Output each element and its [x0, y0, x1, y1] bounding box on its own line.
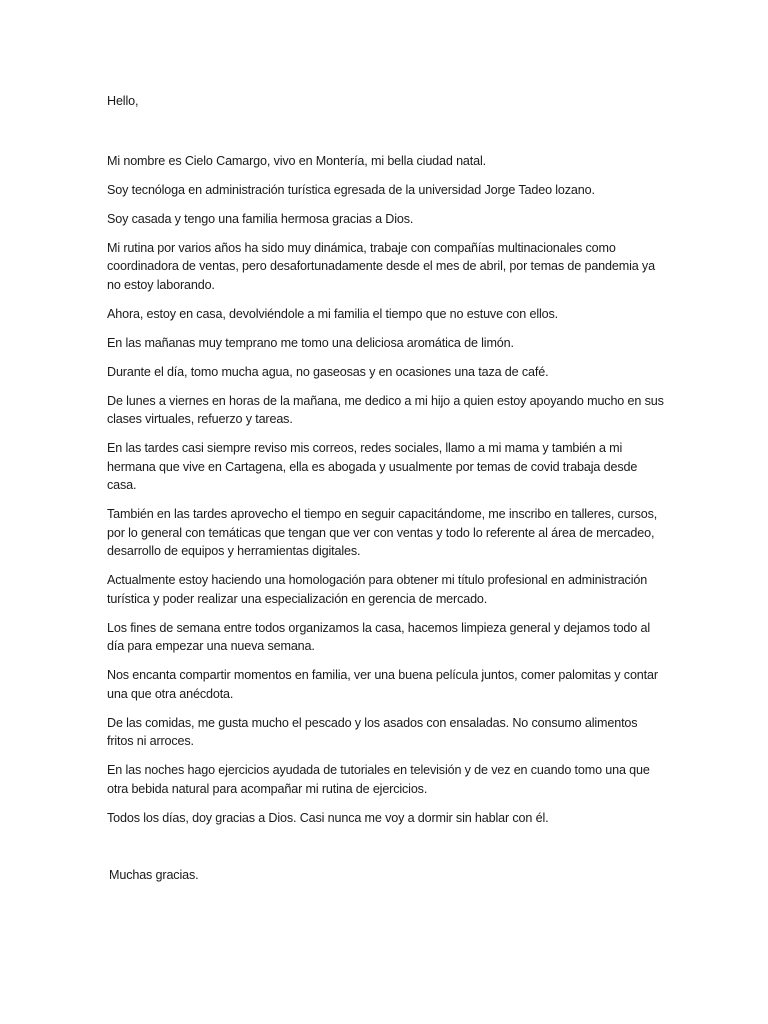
paragraph-daytime: Durante el día, tomo mucha agua, no gaseosas y en ocasiones una taza de café.: [107, 364, 549, 379]
paragraph-studies: Actualmente estoy haciendo una homologación para obtener mi título profesional en administración turística y poder realizar una especialización en gerencia de mercado.: [107, 573, 648, 606]
paragraph-food: De las comidas, me gusta mucho el pescado y los asados con ensaladas. No consumo alimentos fritos ni arroces.: [107, 715, 638, 748]
paragraph-work-history: Mi rutina por varios años ha sido muy dinámica, trabaje con compañías multinacionales como coordinadora de ventas, pero desafortunadamente desde el mes de abril, por temas de pandemia ya no estoy laborando.: [107, 240, 655, 292]
paragraph-at-home: Ahora, estoy en casa, devolviéndole a mi familia el tiempo que no estuve con ellos.: [107, 306, 558, 321]
paragraph-gratitude: Todos los días, doy gracias a Dios. Casi nunca me voy a dormir sin hablar con él.: [107, 810, 549, 825]
paragraph-weekdays: De lunes a viernes en horas de la mañana, me dedico a mi hijo a quien estoy apoyando mucho en sus clases virtuales, refuerzo y tareas.: [107, 393, 664, 426]
letter-closing: Muchas gracias.: [109, 868, 199, 882]
paragraph-mornings: En las mañanas muy temprano me tomo una deliciosa aromática de limón.: [107, 335, 514, 350]
paragraph-education: Soy tecnóloga en administración turística egresada de la universidad Jorge Tadeo lozano.: [107, 182, 595, 197]
paragraph-family: Soy casada y tengo una familia hermosa gracias a Dios.: [107, 211, 414, 226]
paragraph-weekends: Los fines de semana entre todos organizamos la casa, hacemos limpieza general y dejamos todo al día para empezar una nueva semana.: [107, 620, 650, 653]
paragraph-afternoons: En las tardes casi siempre reviso mis correos, redes sociales, llamo a mi mama y también a mi hermana que vive en Cartagena, ella es abogada y usualmente por temas de covid trabaja desde casa.: [107, 441, 638, 492]
letter-greeting: Hello,: [107, 94, 139, 108]
letter-body: [107, 92, 667, 885]
paragraph-evenings: En las noches hago ejercicios ayudada de tutoriales en televisión y de vez en cuando tomo una que otra bebida natural para acompañar mi rutina de ejercicios.: [107, 763, 650, 796]
paragraph-introduction: Mi nombre es Cielo Camargo, vivo en Montería, mi bella ciudad natal.: [107, 153, 486, 168]
paragraph-training: También en las tardes aprovecho el tiempo en seguir capacitándome, me inscribo en talleres, cursos, por lo general con temáticas que tengan que ver con ventas y todo lo referente al área de mercadeo, desarrollo de equipos y herramientas digitales.: [107, 507, 658, 558]
paragraph-family-time: Nos encanta compartir momentos en familia, ver una buena película juntos, comer palomitas y contar una que otra anécdota.: [107, 668, 658, 701]
